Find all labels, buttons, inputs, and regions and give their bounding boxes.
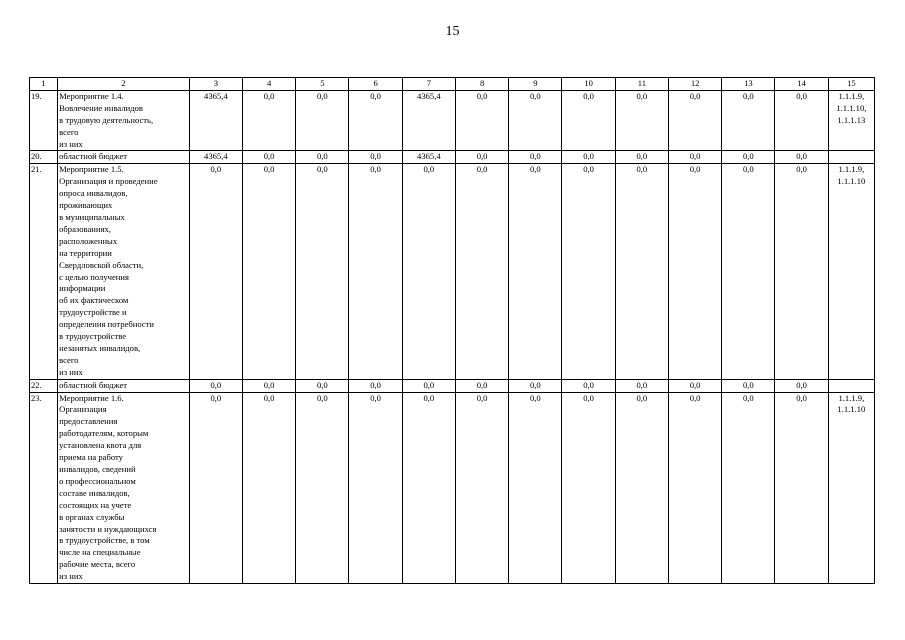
value-cell: 0,0 [509,164,562,379]
value-cell: 0,0 [722,151,775,164]
column-number-cell: 4 [242,78,295,91]
value-cell: 0,0 [775,151,828,164]
value-cell: 0,0 [775,164,828,379]
value-cell: 0,0 [562,164,615,379]
column-number-cell: 14 [775,78,828,91]
value-cell: 0,0 [455,90,508,151]
target-reference-text: 1.1.1.9, 1.1.1.10 [837,392,866,415]
row-name-cell [58,379,190,392]
row-number-cell: 22. [30,379,58,392]
target-reference-cell [828,164,874,379]
target-reference-cell [828,379,874,392]
target-reference-text: 1.1.1.9, 1.1.1.10 [837,164,866,187]
value-cell: 0,0 [562,392,615,584]
target-reference-text: 1.1.1.9, 1.1.1.10, 1.1.1.13 [836,90,867,125]
value-cell: 4365,4 [402,90,455,151]
value-cell: 0,0 [722,164,775,379]
row-number-cell: 20. [30,151,58,164]
value-cell: 0,0 [455,151,508,164]
value-cell: 0,0 [562,90,615,151]
column-number-cell: 12 [668,78,721,91]
value-cell: 0,0 [296,164,349,379]
value-cell: 0,0 [668,151,721,164]
value-cell: 0,0 [722,379,775,392]
value-cell: 0,0 [562,379,615,392]
row-name-text: Мероприятие 1.4. Вовлечение инвалидов в трудовую деятельность, всего из них [59,90,154,149]
value-cell: 0,0 [189,392,242,584]
value-cell: 0,0 [242,164,295,379]
value-cell: 0,0 [722,90,775,151]
value-cell: 0,0 [668,379,721,392]
value-cell: 0,0 [455,164,508,379]
value-cell: 0,0 [402,379,455,392]
row-name-cell [58,392,190,584]
column-number-cell: 15 [828,78,874,91]
value-cell: 0,0 [722,392,775,584]
value-cell: 0,0 [509,151,562,164]
value-cell: 0,0 [189,379,242,392]
target-reference-cell [828,90,874,151]
column-number-cell: 5 [296,78,349,91]
target-reference-cell [828,392,874,584]
row-name-cell [58,90,190,151]
value-cell: 0,0 [242,90,295,151]
column-number-cell: 3 [189,78,242,91]
column-number-cell: 8 [455,78,508,91]
value-cell: 0,0 [562,151,615,164]
value-cell: 0,0 [296,151,349,164]
page-number: 15 [445,24,460,39]
column-number-row [30,78,875,91]
value-cell: 4365,4 [189,90,242,151]
value-cell: 0,0 [775,379,828,392]
value-cell: 0,0 [349,164,402,379]
column-number-cell: 11 [615,78,668,91]
column-number-cell: 1 [30,78,58,91]
value-cell: 0,0 [242,151,295,164]
value-cell: 0,0 [349,392,402,584]
value-cell: 0,0 [349,90,402,151]
value-cell: 0,0 [668,164,721,379]
value-cell: 0,0 [615,151,668,164]
value-cell: 0,0 [615,379,668,392]
program-table [29,77,875,584]
value-cell: 0,0 [668,90,721,151]
column-number-cell: 13 [722,78,775,91]
row-number-cell: 21. [30,164,58,379]
row-number-cell: 19. [30,90,58,151]
column-number-cell: 9 [509,78,562,91]
row-name-text: Мероприятие 1.6. Организация предоставления работодателям, которым установлена квота для приема на работу инвалидов, сведений о профессиональном составе инвалидов, состоящих на учете в органах службы занятости и нуждающихся в трудоустройстве, в том числе на специальные рабочие места, всего из них [59,392,157,582]
value-cell: 0,0 [668,392,721,584]
column-number-cell: 10 [562,78,615,91]
table-row [30,379,875,392]
value-cell: 0,0 [509,392,562,584]
row-name-text: Мероприятие 1.5. Организация и проведение опроса инвалидов, проживающих в муниципальных образованиях, расположенных на территории Свердловской области, с целью получения информации об их фактическом трудоустройстве и определения потребности в трудоустройстве незанятых инвалидов, всего из них [59,164,158,377]
value-cell: 0,0 [189,164,242,379]
value-cell: 0,0 [615,164,668,379]
value-cell: 0,0 [509,379,562,392]
target-reference-cell [828,151,874,164]
row-name-cell [58,164,190,379]
value-cell: 0,0 [402,392,455,584]
table-row [30,151,875,164]
table-row [30,164,875,379]
value-cell: 4365,4 [402,151,455,164]
value-cell: 0,0 [455,392,508,584]
value-cell: 0,0 [296,379,349,392]
row-name-text: областной бюджет [59,379,128,390]
value-cell: 0,0 [402,164,455,379]
column-number-cell: 7 [402,78,455,91]
value-cell: 0,0 [775,392,828,584]
value-cell: 0,0 [242,392,295,584]
value-cell: 0,0 [296,392,349,584]
column-number-cell: 6 [349,78,402,91]
value-cell: 0,0 [349,151,402,164]
column-number-cell: 2 [58,78,190,91]
value-cell: 4365,4 [189,151,242,164]
value-cell: 0,0 [775,90,828,151]
value-cell: 0,0 [296,90,349,151]
table-row [30,392,875,584]
value-cell: 0,0 [615,90,668,151]
value-cell: 0,0 [242,379,295,392]
value-cell: 0,0 [615,392,668,584]
value-cell: 0,0 [349,379,402,392]
value-cell: 0,0 [455,379,508,392]
row-name-cell [58,151,190,164]
row-number-cell: 23. [30,392,58,584]
row-name-text: областной бюджет [59,151,128,162]
table-row [30,90,875,151]
value-cell: 0,0 [509,90,562,151]
